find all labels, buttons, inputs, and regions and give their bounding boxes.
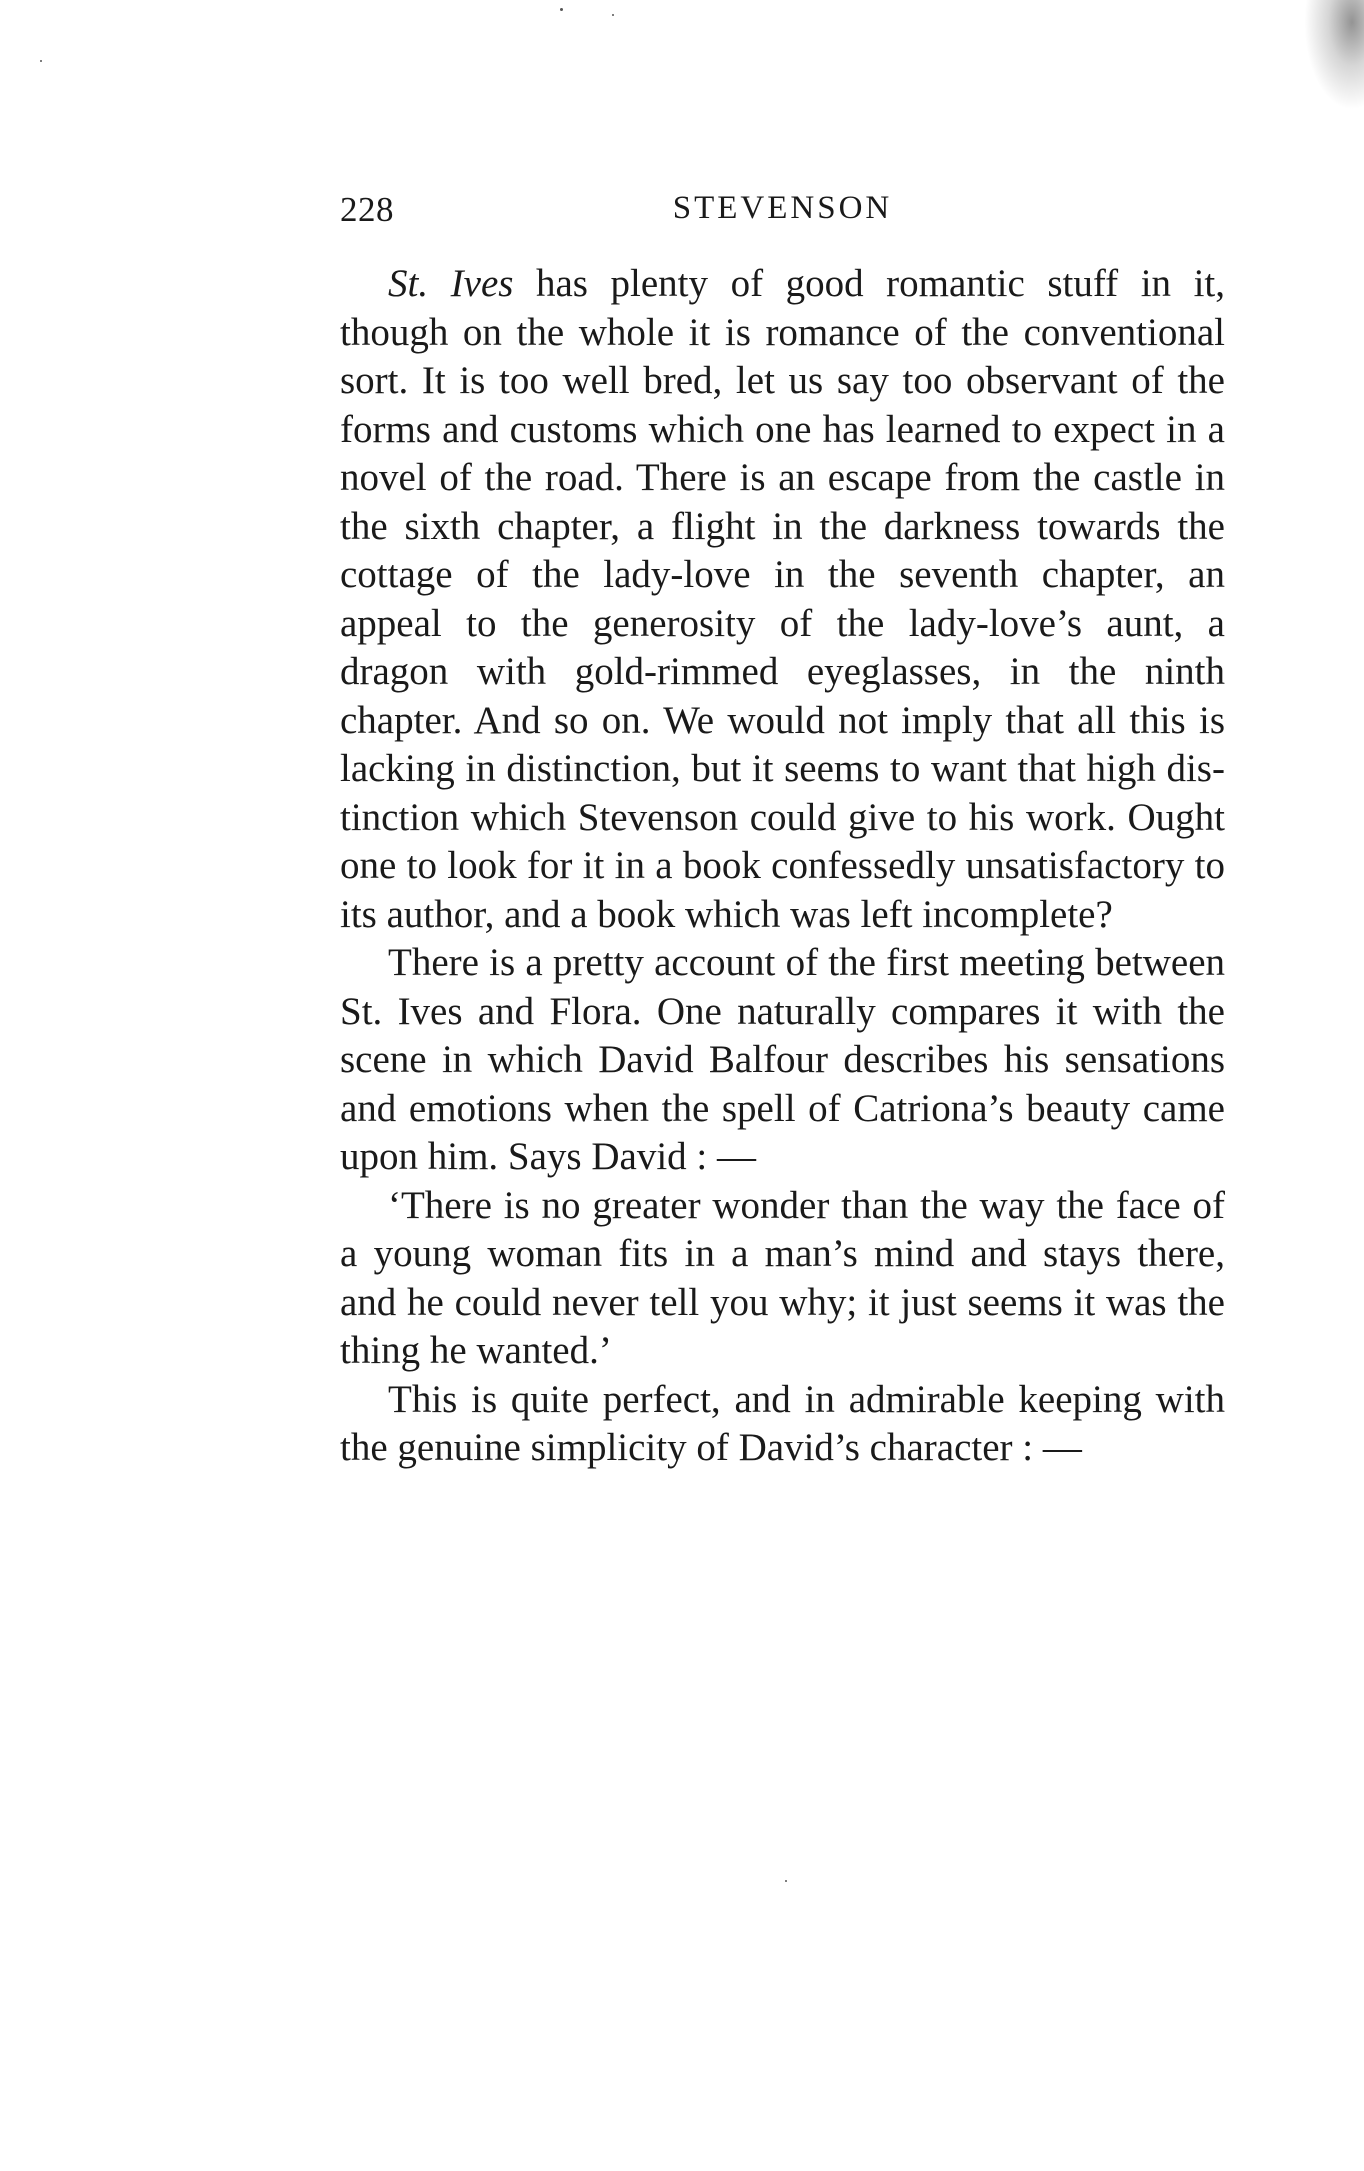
body-text	[340, 260, 1225, 1473]
running-head: STEVENSON	[672, 190, 893, 226]
paragraph	[340, 260, 1225, 939]
scan-speck	[560, 8, 563, 11]
paragraph-text: has plenty of good romantic stuff in it, though on the whole it is romance of the conventional sort. It is too well bred, let us say too observant of the forms and customs which one has learned to expect in a novel of the road. There is an escape from the castle in the sixth chapter, a flight in the darkness towards the cottage of the lady-love in the seventh chapter, an appeal to the generosity of the lady-love’s aunt, a dragon with gold-rimmed eyeglasses, in the ninth chapter. And so on. We would not imply that all this is lacking in distinction, but it seems to want that high distinction which Stevenson could give to his work. Ought one to look for it in a book confessedly unsatisfactory to its author, and a book which was left incomplete?	[340, 262, 1226, 936]
quotation-paragraph: ‘There is no greater wonder than the way the face of a young woman fits in a man’s mind and stays there, and he could never tell you why; it just seems it was the thing he wanted.’	[340, 1183, 1225, 1372]
page-header	[340, 190, 1225, 238]
scan-speck	[40, 60, 42, 62]
page-number: 228	[340, 190, 394, 229]
scan-speck	[785, 1880, 787, 1882]
scan-speck	[612, 14, 614, 16]
book-title-italic: St. Ives	[388, 262, 514, 305]
scan-edge-shadow	[1304, 0, 1364, 110]
paragraph: This is quite perfect, and in admirable keeping with the genuine simplicity of David’s character : —	[340, 1377, 1225, 1469]
paragraph: There is a pretty account of the first meeting between St. Ives and Flora. One naturally compares it with the scene in which David Balfour describes his sensations and emotions when the spell of Catriona’s beauty came upon him. Says David : —	[340, 941, 1225, 1178]
